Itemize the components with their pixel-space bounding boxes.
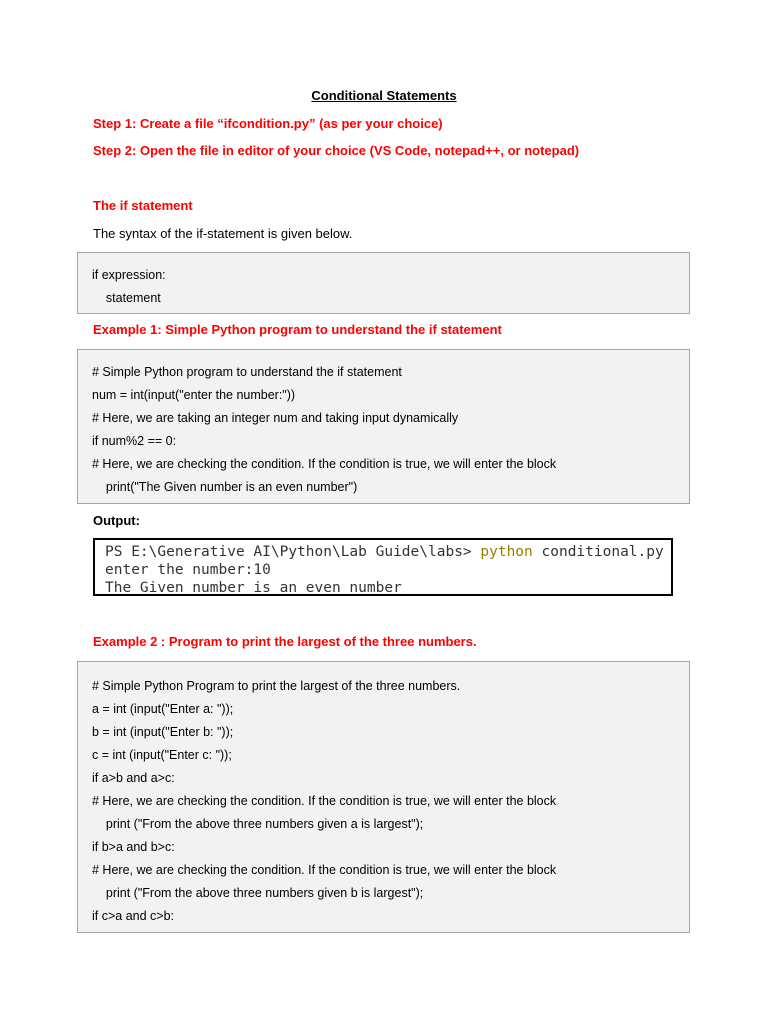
terminal-prompt: PS E:\Generative AI\Python\Lab Guide\labs>: [105, 544, 481, 560]
code-line: print ("From the above three numbers given a is largest");: [92, 817, 424, 831]
code-line: # Simple Python Program to print the largest of the three numbers.: [92, 679, 461, 693]
code-line: # Here, we are checking the condition. If the condition is true, we will enter the block: [92, 863, 557, 877]
example-2-code-block: [77, 661, 690, 933]
code-line: print("The Given number is an even number"): [92, 480, 358, 494]
terminal-line-1: [105, 544, 664, 560]
code-line: num = int(input("enter the number:")): [92, 388, 296, 402]
code-line: if c>a and c>b:: [92, 909, 175, 923]
code-line: if b>a and b>c:: [92, 840, 175, 854]
example-1-heading: Example 1: Simple Python program to understand the if statement: [93, 322, 502, 337]
code-line: # Simple Python program to understand the if statement: [92, 365, 402, 379]
code-line: statement: [92, 291, 161, 305]
terminal-output: [93, 538, 673, 596]
terminal-command: python: [480, 544, 533, 560]
example-1-code-block: [77, 349, 690, 504]
code-line: b = int (input("Enter b: "));: [92, 725, 234, 739]
code-line: if num%2 == 0:: [92, 434, 177, 448]
code-line: # Here, we are taking an integer num and taking input dynamically: [92, 411, 459, 425]
terminal-line-3: The Given number is an even number: [105, 580, 402, 596]
code-line: print ("From the above three numbers given b is largest");: [92, 886, 424, 900]
terminal-arg: conditional.py: [532, 544, 664, 560]
code-line: a = int (input("Enter a: "));: [92, 702, 234, 716]
terminal-line-2: enter the number:10: [105, 562, 271, 578]
code-line: if expression:: [92, 268, 166, 282]
code-line: if a>b and a>c:: [92, 771, 175, 785]
output-label: Output:: [93, 513, 140, 528]
code-line: c = int (input("Enter c: "));: [92, 748, 232, 762]
page-title: Conditional Statements: [311, 88, 457, 103]
step-1: Step 1: Create a file “ifcondition.py” (as per your choice): [93, 116, 443, 131]
code-line: # Here, we are checking the condition. If the condition is true, we will enter the block: [92, 794, 557, 808]
if-statement-heading: The if statement: [93, 198, 193, 213]
syntax-code-block: [77, 252, 690, 314]
if-statement-intro: The syntax of the if-statement is given below.: [93, 226, 353, 241]
example-2-heading: Example 2 : Program to print the largest of the three numbers.: [93, 634, 477, 649]
code-line: # Here, we are checking the condition. If the condition is true, we will enter the block: [92, 457, 557, 471]
step-2: Step 2: Open the file in editor of your choice (VS Code, notepad++, or notepad): [93, 143, 580, 158]
